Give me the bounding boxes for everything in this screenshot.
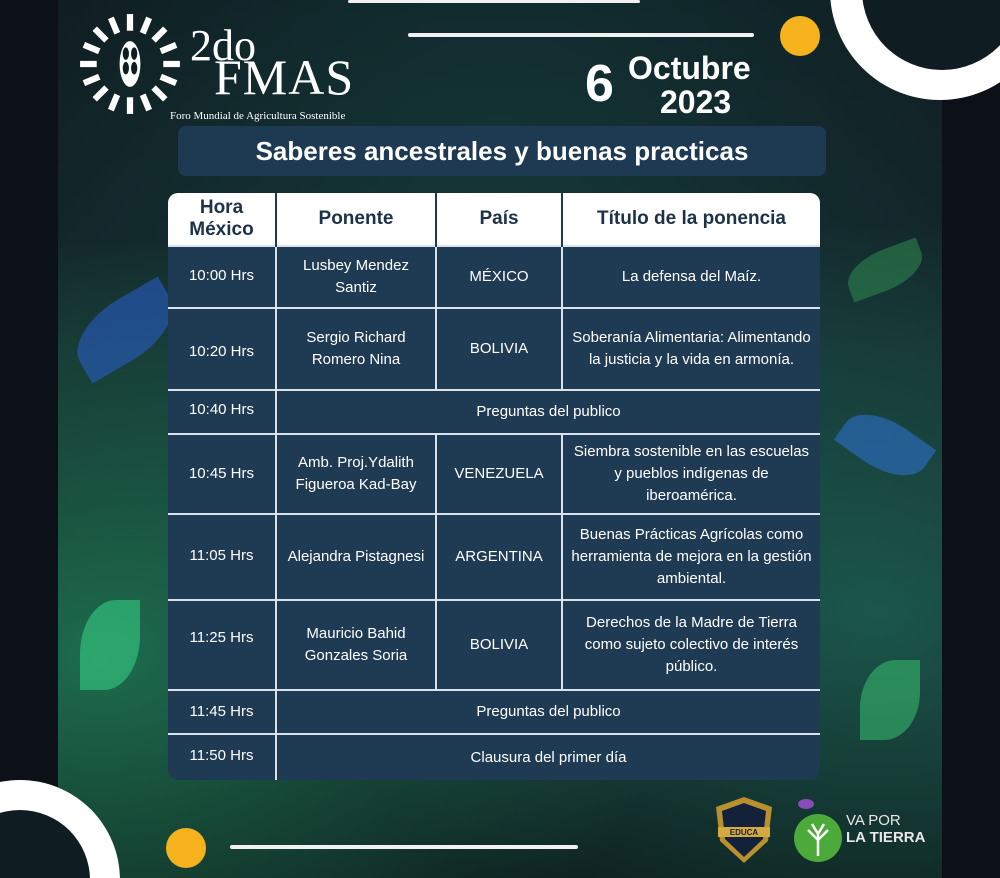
cell-hora: 11:25 Hrs — [168, 600, 276, 690]
table-row — [168, 308, 820, 390]
va-por-la-tierra-text — [846, 812, 925, 846]
table-row — [168, 600, 820, 690]
table-row — [168, 514, 820, 600]
session-title: Saberes ancestrales y buenas practicas — [178, 126, 826, 176]
cell-ponente: Mauricio Bahid Gonzales Soria — [276, 600, 436, 690]
cell-titulo: Buenas Prácticas Agrícolas como herramienta de mejora en la gestión ambiental. — [562, 514, 820, 600]
logo-name: FMAS — [214, 49, 355, 105]
table-row — [168, 246, 820, 308]
vpt-line2: LA TIERRA — [846, 829, 926, 846]
cell-hora: 10:00 Hrs — [168, 246, 276, 308]
cell-pais: MÉXICO — [436, 246, 562, 308]
cell-ponente: Sergio Richard Romero Nina — [276, 308, 436, 390]
fmas-logo — [78, 12, 378, 122]
vpt-line1: VA POR — [846, 812, 901, 829]
cell-titulo: La defensa del Maíz. — [562, 246, 820, 308]
date-year: 2023 — [660, 84, 732, 120]
header-pais: País — [436, 193, 562, 246]
va-por-la-tierra-logo — [792, 796, 942, 866]
right-border — [942, 0, 1000, 878]
yellow-dot-decoration — [166, 828, 206, 868]
date-month: Octubre — [628, 50, 751, 86]
logo-ordinal: 2do — [190, 21, 256, 70]
cell-pais: VENEZUELA — [436, 434, 562, 514]
cell-ponente: Amb. Proj.Ydalith Figueroa Kad-Bay — [276, 434, 436, 514]
cell-ponente: Lusbey Mendez Santiz — [276, 246, 436, 308]
educa-shield-logo — [712, 795, 776, 865]
tree-icon — [792, 796, 844, 866]
divider-line — [348, 0, 640, 3]
cell-span: Preguntas del publico — [276, 390, 820, 434]
educa-label: EDUCA — [729, 828, 759, 837]
table-row — [168, 734, 820, 780]
cell-span: Clausura del primer día — [276, 734, 820, 780]
leaf-decoration — [841, 238, 930, 303]
table-header-row — [168, 193, 820, 246]
header-ponente: Ponente — [276, 193, 436, 246]
cell-hora: 11:05 Hrs — [168, 514, 276, 600]
divider-line — [230, 845, 578, 849]
cell-hora: 10:20 Hrs — [168, 308, 276, 390]
logo-subtitle: Foro Mundial de Agricultura Sostenible — [170, 110, 346, 122]
divider-line — [408, 33, 754, 37]
cell-titulo: Derechos de la Madre de Tierra como sujeto colectivo de interés público. — [562, 600, 820, 690]
table-row — [168, 690, 820, 734]
leaf-decoration — [834, 399, 936, 492]
sun-wheat-icon — [78, 12, 182, 116]
cell-titulo: Siembra sostenible en las escuelas y pueblos indígenas de iberoamérica. — [562, 434, 820, 514]
cell-hora: 11:45 Hrs — [168, 690, 276, 734]
cell-pais: BOLIVIA — [436, 308, 562, 390]
cell-ponente: Alejandra Pistagnesi — [276, 514, 436, 600]
cell-hora: 10:40 Hrs — [168, 390, 276, 434]
left-border — [0, 0, 58, 878]
cell-hora: 11:50 Hrs — [168, 734, 276, 780]
table-row — [168, 434, 820, 514]
table-row — [168, 390, 820, 434]
header-hora: Hora México — [168, 193, 276, 246]
cell-span: Preguntas del publico — [276, 690, 820, 734]
header-titulo: Título de la ponencia — [562, 193, 820, 246]
cell-hora: 10:45 Hrs — [168, 434, 276, 514]
date-day: 6 — [585, 55, 614, 113]
yellow-dot-decoration — [780, 16, 820, 56]
cell-pais: ARGENTINA — [436, 514, 562, 600]
cell-pais: BOLIVIA — [436, 600, 562, 690]
cell-titulo: Soberanía Alimentaria: Alimentando la justicia y la vida en armonía. — [562, 308, 820, 390]
leaf-decoration — [80, 600, 140, 690]
schedule-table — [168, 193, 820, 780]
leaf-decoration — [860, 660, 920, 740]
